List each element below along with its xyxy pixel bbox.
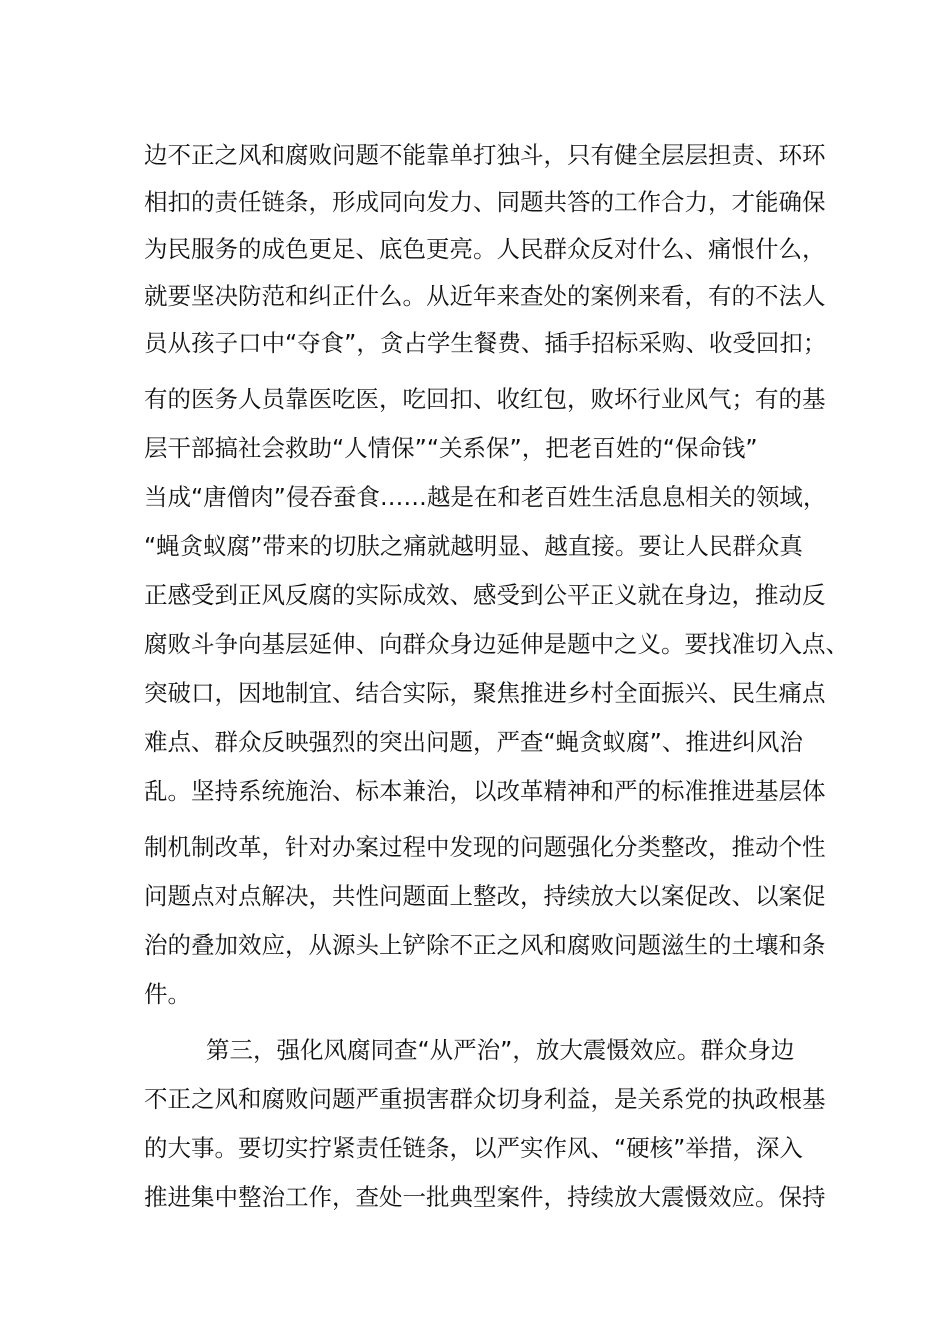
text-line: 为民服务的成色更足、底色更亮。人民群众反对什么、痛恨什么，: [144, 235, 826, 263]
text-line: “蝇贪蚁腐”带来的切肤之痛就越明显、越直接。要让人民群众真: [144, 532, 803, 560]
paragraph-first-line: 第三，强化风腐同查“从严治”，放大震慑效应。群众身边: [206, 1036, 795, 1064]
text-line: 件。: [144, 980, 191, 1008]
text-line: 突破口，因地制宜、结合实际，聚焦推进乡村全面振兴、民生痛点: [144, 679, 826, 707]
text-line: 的大事。要切实拧紧责任链条，以严实作风、“硬核”举措，深入: [144, 1134, 803, 1162]
text-line: 不正之风和腐败问题严重损害群众切身利益，是关系党的执政根基: [144, 1085, 826, 1113]
text-line: 制机制改革，针对办案过程中发现的问题强化分类整改，推动个性: [144, 833, 826, 861]
text-line: 边不正之风和腐败问题不能靠单打独斗，只有健全层层担责、环环: [144, 141, 826, 169]
text-line: 推进集中整治工作，查处一批典型案件，持续放大震慑效应。保持: [144, 1183, 826, 1211]
text-line: 腐败斗争向基层延伸、向群众身边延伸是题中之义。要找准切入点、: [144, 630, 849, 658]
text-line: 有的医务人员靠医吃医，吃回扣、收红包，败坏行业风气；有的基: [144, 385, 826, 413]
text-line: 就要坚决防范和纠正什么。从近年来查处的案例来看，有的不法人: [144, 282, 826, 310]
text-line: 乱。坚持系统施治、标本兼治，以改革精神和严的标准推进基层体: [144, 777, 826, 805]
text-line: 问题点对点解决，共性问题面上整改，持续放大以案促改、以案促: [144, 882, 826, 910]
text-line: 员从孩子口中“夺食”，贪占学生餐费、插手招标采购、收受回扣；: [144, 329, 827, 357]
text-line: 当成“唐僧肉”侵吞蚕食……越是在和老百姓生活息息相关的领域，: [144, 483, 827, 511]
text-line: 正感受到正风反腐的实际成效、感受到公平正义就在身边，推动反: [144, 581, 826, 609]
text-line: 治的叠加效应，从源头上铲除不正之风和腐败问题滋生的土壤和条: [144, 931, 826, 959]
text-line: 难点、群众反映强烈的突出问题，严查“蝇贪蚁腐”、推进纠风治: [144, 728, 803, 756]
text-line: 相扣的责任链条，形成同向发力、同题共答的工作合力，才能确保: [144, 188, 826, 216]
text-line: 层干部搞社会救助“人情保”“关系保”，把老百姓的“保命钱”: [144, 434, 758, 462]
